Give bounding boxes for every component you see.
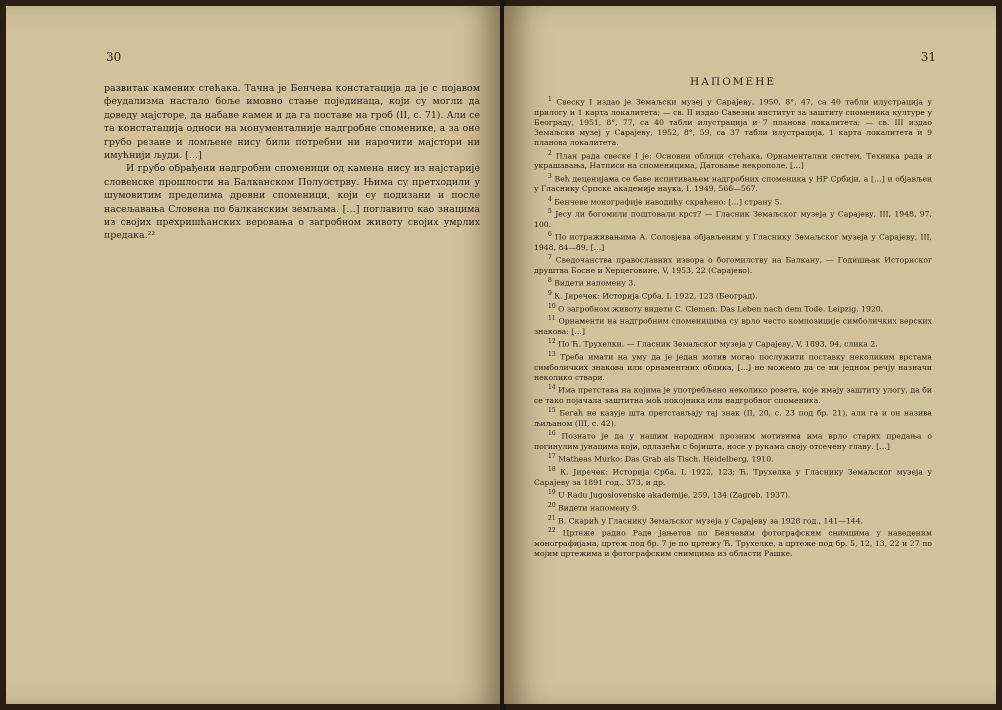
footnote-text: Већ деценијама се баве испитивањем надгробних споменика у НР Србији, а […] и објављен у Гласнику Српске академије наука, I, 1949, 566—567. [534, 174, 932, 194]
footnote-number: 21 [548, 514, 556, 522]
footnote-text: Бегаћ не казује шта претстављају тај знак (II, 20, с. 23 под бр. 21), али га и он назива љиљаном (III, с. 42). [534, 408, 932, 429]
footnote-text: Орнаменти на надгробним споменицима су врло често композиције симболичких верских знакова: […] [534, 317, 932, 337]
footnote-number: 22 [548, 527, 556, 535]
footnote-item [534, 465, 932, 488]
footnote-number: 10 [548, 302, 556, 310]
footnote-item [534, 383, 932, 406]
footnote-number: 7 [548, 254, 552, 262]
footnote-item [534, 230, 932, 253]
footnote-text: Сведочанства православних извора о богомилству на Балкану, — Годишњак Историског друштва Босне и Херцеговине, V, 1953, 22 (Сарајево). [534, 255, 932, 275]
footnote-number: 8 [548, 277, 552, 285]
footnote-item [534, 149, 932, 172]
footnote-text: О загробном животу видети C. Clemen: Das Leben nach dem Tode. Leipzig. 1920. [558, 304, 884, 314]
footnote-item [534, 350, 932, 383]
footnote-number: 18 [548, 466, 556, 474]
footnote-number: 1 [548, 96, 552, 103]
footnote-text: Има претстава на којима је употребљено неколико розета, које имају заштиту улогу, да би се тако појачала заштитна моћ покојника или надгробног споменика. [534, 385, 932, 406]
footnote-text: Треба имати на уму да је један мотив могао послужити поставку неколиким врстама симболичких знакова или орнаментних облика, […] не можемо да се ни једном речју назначи неколико ствари. [534, 352, 932, 383]
footnote-text: В. Скарић у Гласнику Земаљског музеја у Сарајеву за 1928 год., 141—144. [558, 516, 864, 526]
footnote-text: Бенчеве монографије наводићу скраћено: […] страну 5. [554, 197, 782, 207]
footnote-number: 15 [548, 407, 556, 415]
footnote-text: Јесу ли богомили поштовали крст? — Гласник Земаљског музеја у Сарајеву, III, 1948, 97, 100. [534, 209, 932, 230]
footnote-item [534, 172, 932, 195]
paragraph: И грубо обрађени надгробни споменици од камена нису из најстарије словенске прошлости на Балканском Полуострву. Њима су претходили у шумовитим пределима древни споменици, који су подизани и после насељавања Словена по балканским земљама. […] поглавито као знацима из својих прехришћанских веровања о загробном животу својих умрлих предака.²² [104, 163, 480, 242]
footnote-text: Цртеже радио Раде Јањетов по Бенчевим фотографским снимцима у наведеним монографијама, цртеж под бр. 7 је по цртежу Ћ. Трухелке, а цртеже под бр. 5, 12, 13, 22 и 27 по мојим цртежима и фотографским снимцима из области Рашке. [534, 528, 932, 559]
footnote-item [534, 429, 932, 452]
footnote-text: Matheas Murko: Das Grab als Tisch. Heidelberg, 1910. [558, 454, 774, 464]
footnote-number: 12 [548, 338, 556, 346]
page-number: 31 [920, 50, 936, 64]
footnote-item [534, 95, 932, 149]
footnote-number: 4 [548, 195, 552, 203]
footnote-item [534, 195, 932, 208]
footnote-item [534, 289, 932, 302]
main-text [104, 82, 480, 243]
footnote-item [534, 302, 932, 315]
notes-heading: НАПОМЕНЕ [689, 76, 777, 88]
footnote-item [534, 337, 932, 350]
footnote-text: По Ћ. Трухелки. — Гласник Земаљског музеја у Сарајеву, V, 1893, 94, слика 2. [558, 340, 878, 350]
footnote-item [534, 501, 932, 514]
footnote-number: 17 [548, 453, 556, 461]
footnote-text: U Radu Jugoslovenske akademije, 259, 134 (Zagreb, 1937). [558, 490, 791, 500]
footnote-text: Свеску I издао је Земаљски музеј у Сарајеву, 1950, 8°, 47, са 40 табли илустрација у прилогу и 1 карта локалитета; — св. II издао Савезни институт за заштиту споменика културе у Београду, 1951, 8°, 77, са 40 табли илустрација и 7 планова локалитета; — св. III издао Земаљски музеј у Сарајеву, 1952, 8°, 59, са 37 табли илустрација, 1 карта локалитета и 9 планова локалитета. [534, 97, 932, 148]
footnote-item [534, 452, 932, 465]
page-number: 30 [106, 50, 122, 64]
footnote-number: 5 [548, 208, 552, 216]
footnote-number: 2 [548, 149, 552, 157]
footnote-text: План рада свеске I је: Основни облици стећака, Орнаментални систем, Техника рада и украшавања, Натписи на споменицима, Датовање некрополе, […] [534, 151, 932, 171]
footnotes-list [534, 95, 932, 560]
footnote-number: 6 [548, 231, 552, 239]
footnote-item [534, 276, 932, 289]
footnote-item [534, 253, 932, 276]
footnote-text: К. Јиречек: Историја Срба, I, 1922, 123; Ћ. Трухелка у Гласнику Земаљског музеја у Сарајеву за 1891 год., 373, и др. [534, 467, 932, 487]
footnote-item [534, 526, 932, 559]
footnote-number: 9 [548, 289, 552, 297]
footnote-number: 11 [548, 315, 556, 323]
footnote-text: Видети напомену 9. [558, 503, 640, 513]
footnote-item [534, 314, 932, 337]
footnote-item [534, 488, 932, 501]
footnote-number: 13 [548, 351, 556, 359]
right-page [504, 6, 996, 704]
footnote-number: 14 [548, 384, 556, 392]
footnote-number: 20 [548, 501, 556, 509]
footnote-item [534, 207, 932, 230]
footnote-number: 3 [548, 172, 552, 180]
footnote-item [534, 406, 932, 429]
paragraph: развитак камених стећака. Тачна је Бенчева констатација да је с појавом феудализма настало боље имовно стање појединаца, који су могли да доведу мајсторе, да набаве камен и да га поставе на гроб (II, с. 71). Али се та констатација односи на монументалније надгробне споменике, а за оне грубо резане и ломљене нису били потребни ни нарочити мајстори ни имућнији људи. […] [104, 83, 480, 162]
footnote-number: 16 [548, 430, 556, 438]
footnote-text: Познато је да у нашим народним прозним мотивима има врло старих предања о погинулим јунацима који, одлазећи с бојишта, носе у рукама своју отсечену главу. […] [534, 431, 932, 452]
footnote-text: По истраживањима А. Соловјева објављеним у Гласнику Земаљског музеја у Сарајеву, III, 1948, 84—89, […] [534, 232, 932, 253]
footnote-item [534, 514, 932, 527]
left-page [6, 6, 502, 704]
footnote-text: К. Јиречек: Историја Срба, I. 1922, 123 (Београд). [554, 291, 758, 301]
footnote-number: 19 [548, 489, 556, 497]
footnote-text: Видети напомену 3. [554, 278, 636, 288]
